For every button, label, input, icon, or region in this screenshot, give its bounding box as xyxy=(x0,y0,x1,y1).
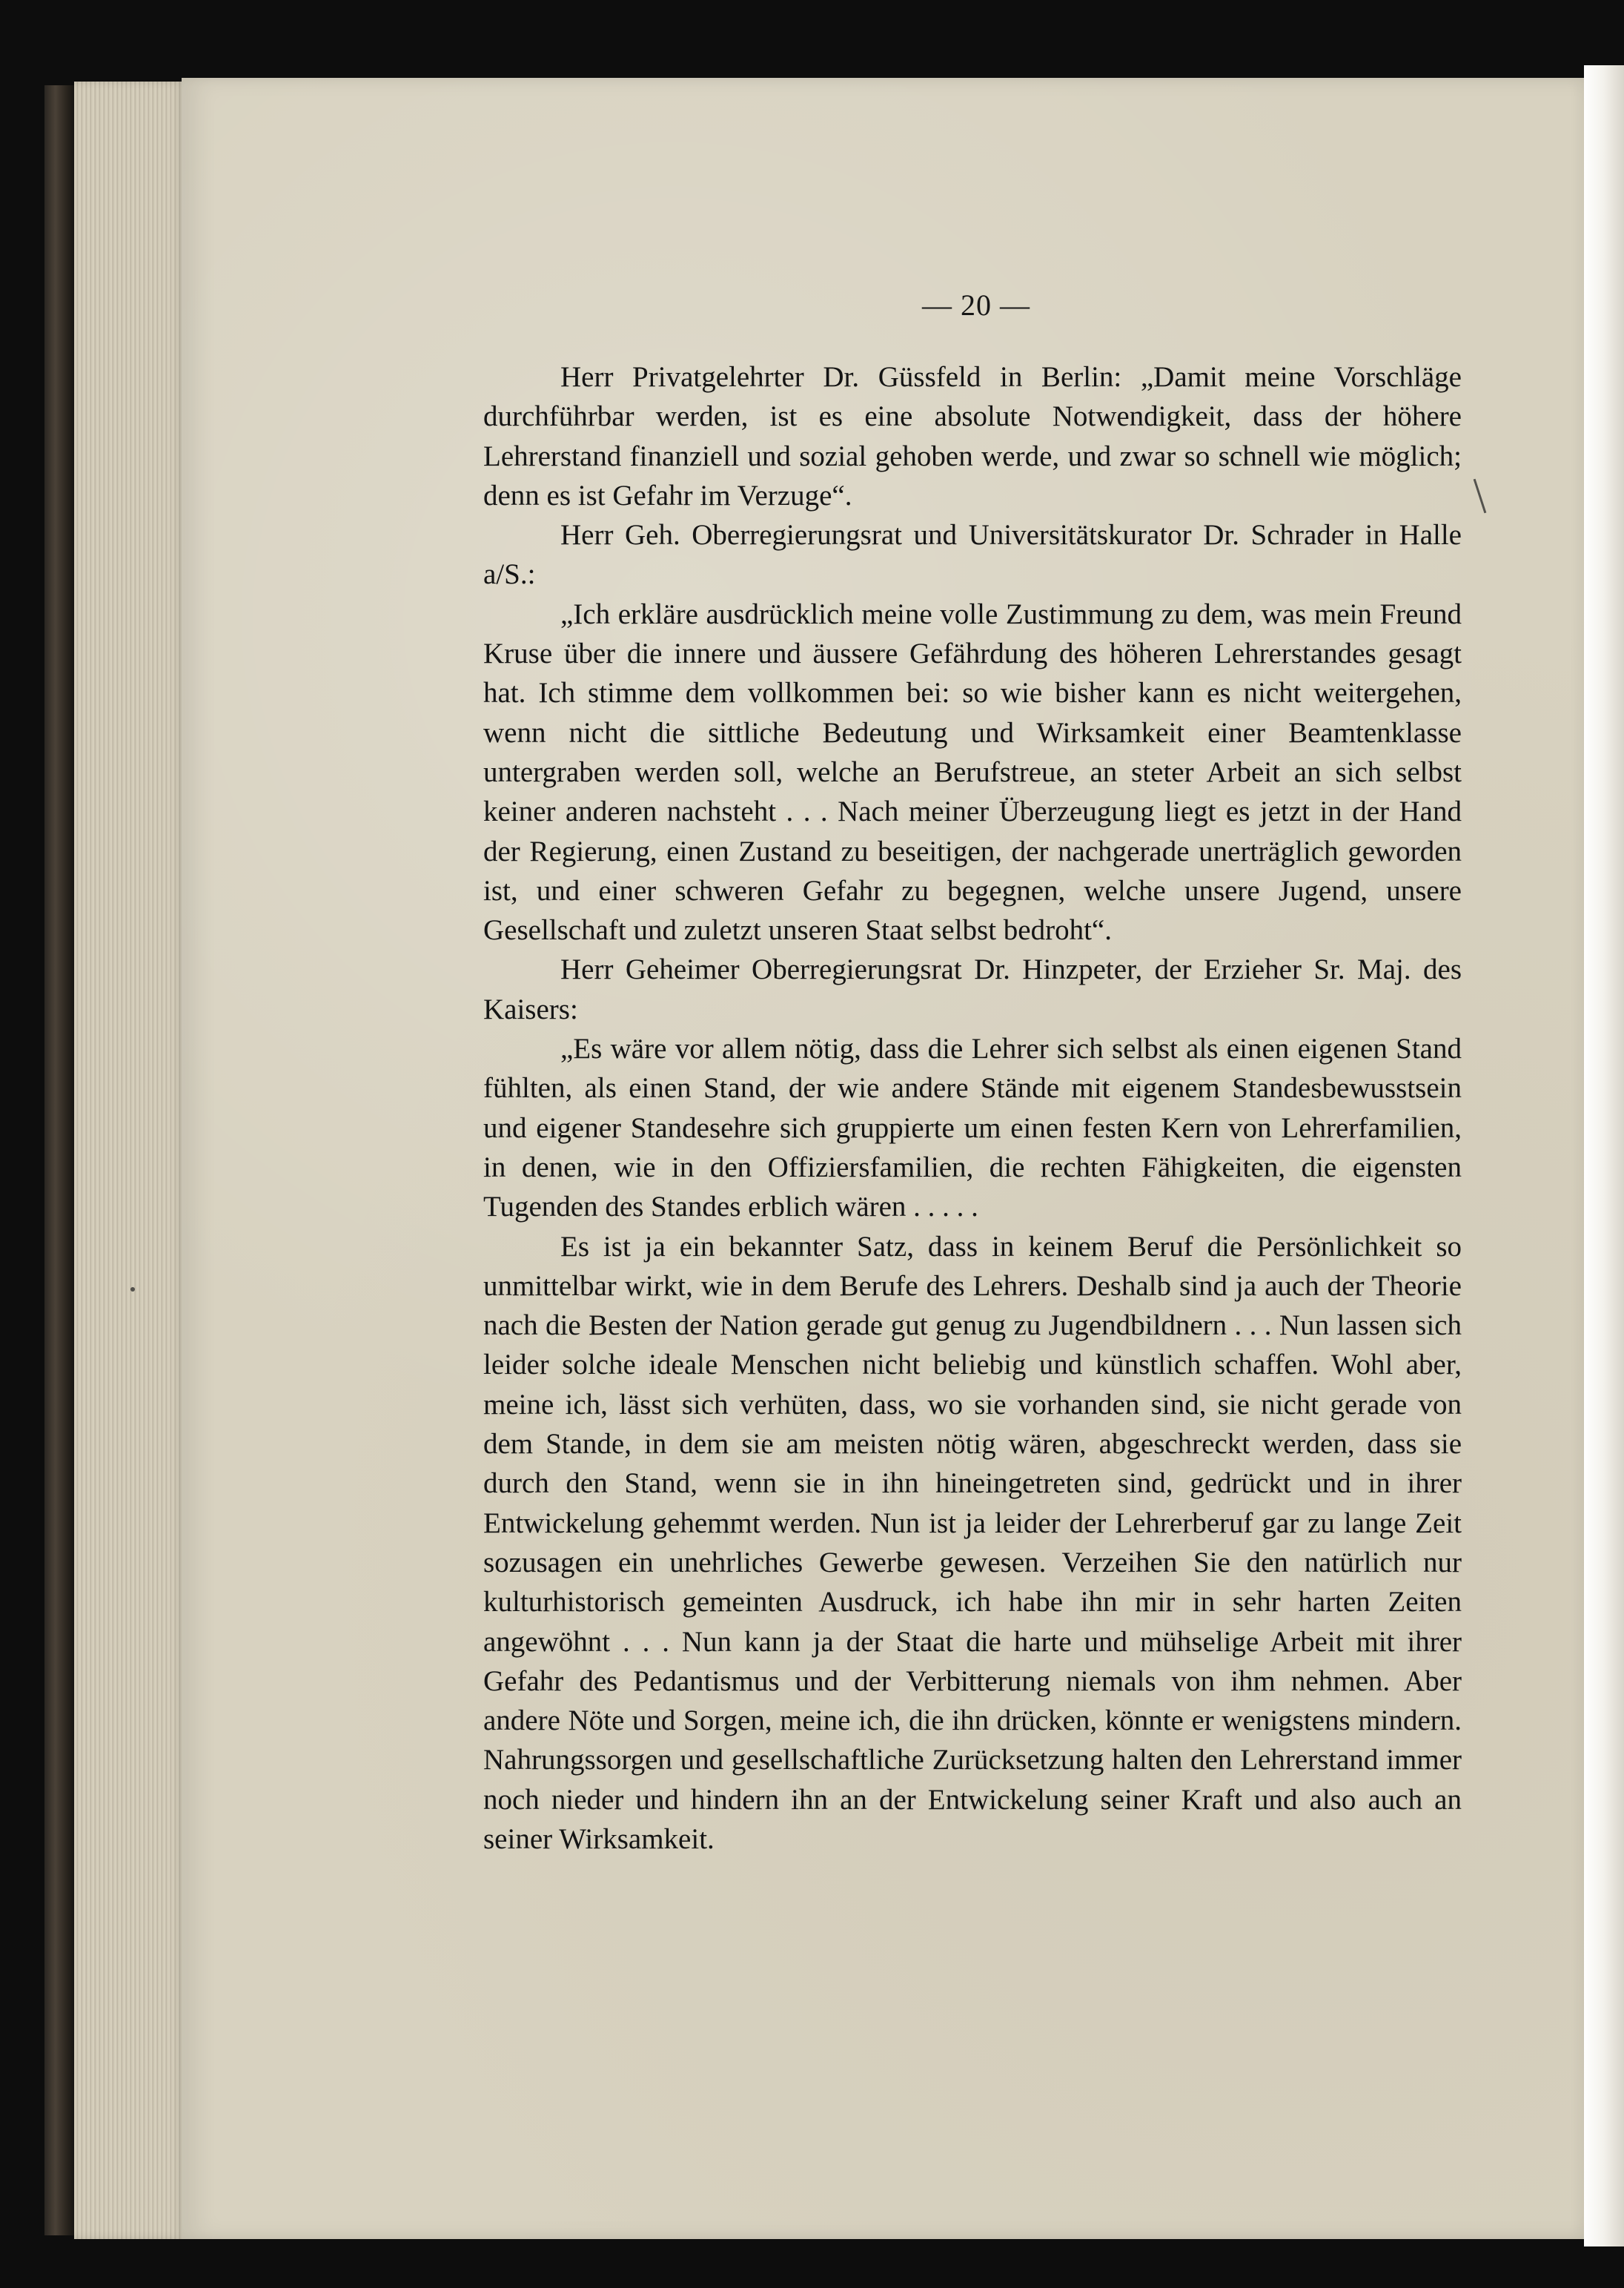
paragraph-schrader-heading: Herr Geh. Oberregierungsrat und Universitätskurator Dr. Schrader in Halle a/S.: xyxy=(483,519,1462,591)
paragraph-gussfeld: Herr Privatgelehrter Dr. Güssfeld in Berlin: „Damit meine Vorschläge durchführbar werden, ist es eine absolute Notwendigkeit, dass der höhere Lehrerstand finanziell und sozial gehoben werde, und zwar so schnell wie möglich; denn es ist Gefahr im Verzuge“. xyxy=(483,361,1462,512)
paragraph-hinzpeter-heading: Herr Geheimer Oberregierungsrat Dr. Hinzpeter, der Erzieher Sr. Maj. des Kaisers: xyxy=(483,953,1462,1025)
right-page-edge xyxy=(1584,65,1624,2246)
paragraph-schrader-quote: „Ich erkläre ausdrücklich meine volle Zustimmung zu dem, was mein Freund Kruse über die innere und äussere Gefährdung des höheren Lehrerstandes gesagt hat. Ich stimme dem vollkommen bei: so wie bisher kann es nicht weitergehen, wenn nicht die sittliche Bedeutung und Wirksamkeit einer Beamtenklasse untergraben werden soll, welche an Berufstreue, an steter Arbeit an sich selbst keiner anderen nachsteht . . . Nach meiner Überzeugung liegt es jetzt in der Hand der Regierung, einen Zustand zu beseitigen, der nachgerade unerträglich geworden ist, und einer schweren Gefahr zu begegnen, welche unsere Jugend, unsere Gesellschaft und zuletzt unseren Staat selbst bedroht“. xyxy=(483,598,1462,947)
paragraph-final: Es ist ja ein bekannter Satz, dass in keinem Beruf die Persönlichkeit so unmittelbar wirkt, wie in dem Berufe des Lehrers. Deshalb sind ja auch der Theorie nach die Besten der Nation gerade gut genug zu Jugendbildnern . . . Nun lassen sich leider solche ideale Menschen nicht beliebig und künstlich schaffen. Wohl aber, meine ich, lässt sich verhüten, dass, wo sie vorhanden sind, sie nicht gerade von dem Stande, in dem sie am meisten nötig wären, abgeschreckt werden, dass sie durch den Stand, wenn sie in ihn hineingetreten sind, gedrückt und in ihrer Entwickelung gehemmt werden. Nun ist ja leider der Lehrerberuf gar zu lange Zeit sozusagen ein unehrliches Gewerbe gewesen. Verzeihen Sie den natürlich nur kulturhistorisch gemeinten Ausdruck, ich habe ihn mir in sehr harten Zeiten angewöhnt . . . Nun kann ja der Staat die harte und mühselige Arbeit mit ihrer Gefahr des Pedantismus und der Verbitterung niemals von ihm nehmen. Aber andere Nöte und Sorgen, meine ich, die ihn drücken, könnte er wenigstens mindern. Nahrungssorgen und gesellschaftliche Zurücksetzung halten den Lehrerstand immer noch nieder und hindern ihn an der Entwickelung seiner Kraft und also auch an seiner Wirksamkeit. xyxy=(483,1230,1462,1855)
book-spine xyxy=(44,85,76,2235)
page-stack-edge xyxy=(74,82,185,2239)
margin-dot xyxy=(130,1287,135,1292)
paragraph-hinzpeter-quote: „Es wäre vor allem nötig, dass die Lehrer sich selbst als einen eigenen Stand fühlten, als einen Stand, der wie andere Stände mit eigenem Standesbewusstsein und eigener Standesehre sich gruppierte um einen festen Kern von Lehrerfamilien, in denen, wie in den Offiziersfamilien, die rechten Fähigkeiten, die eigensten Tugenden des Standes erblich wären . . . . . xyxy=(483,1033,1462,1223)
page-number: — 20 — xyxy=(922,288,1030,322)
page-text xyxy=(483,357,1462,1859)
